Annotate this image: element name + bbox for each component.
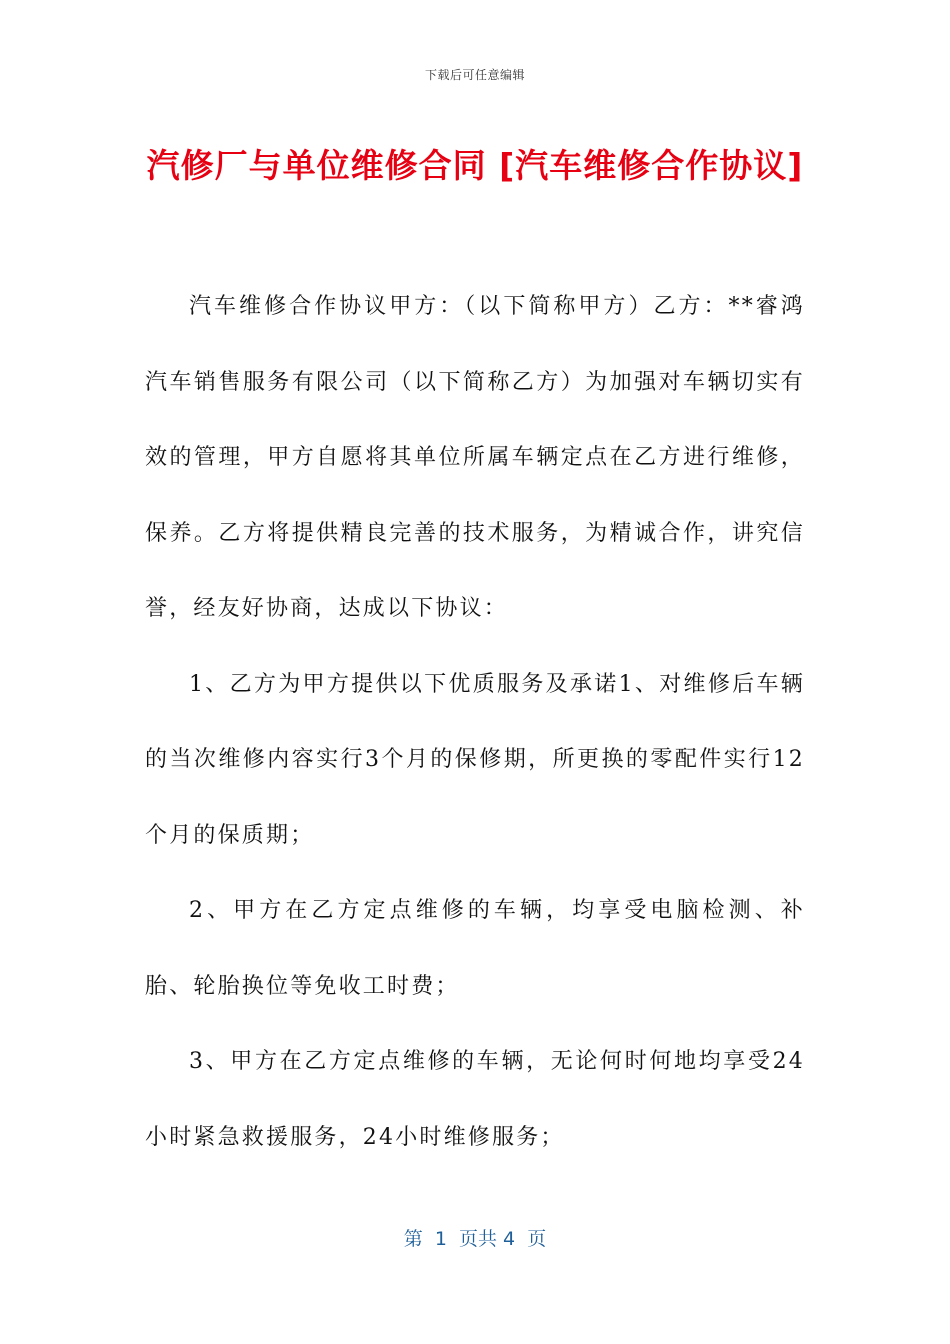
document-body [145, 269, 805, 1175]
header-note: 下载后可任意编辑 [424, 68, 525, 82]
paragraph-clause-1: 1、乙方为甲方提供以下优质服务及承诺1、对维修后车辆的当次维修内容实行3个月的保修期，所更换的零配件实行12个月的保质期； [145, 671, 805, 848]
document-title: 汽修厂与单位维修合同 [汽车维修合作协议] [146, 146, 804, 185]
page-number-footer: 第 1 页共 4 页 [403, 1228, 547, 1250]
paragraph-clause-3: 3、甲方在乙方定点维修的车辆，无论何时何地均享受24小时紧急救援服务，24小时维修服务； [145, 1049, 805, 1150]
paragraph-clause-2: 2、甲方在乙方定点维修的车辆，均享受电脑检测、补胎、轮胎换位等免收工时费； [145, 898, 805, 999]
paragraph-intro: 汽车维修合作协议甲方：（以下简称甲方）乙方：**睿鸿汽车销售服务有限公司（以下简称乙方）为加强对车辆切实有效的管理，甲方自愿将其单位所属车辆定点在乙方进行维修，保养。乙方将提供精良完善的技术服务，为精诚合作，讲究信誉，经友好协商，达成以下协议： [145, 294, 805, 621]
